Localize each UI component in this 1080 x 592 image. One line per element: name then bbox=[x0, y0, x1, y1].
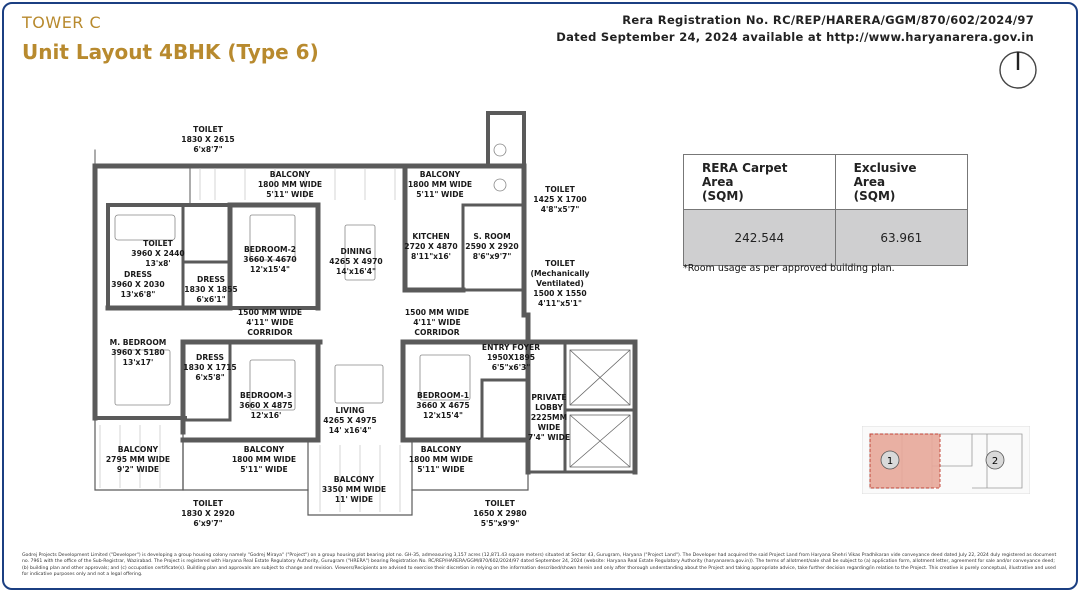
room-label-line: 13'x6'8" bbox=[120, 290, 156, 299]
room-label-line: 12'x15'4" bbox=[250, 265, 290, 274]
room-label-master-bedroom bbox=[110, 338, 167, 367]
room-label-line: 4'11" WIDE bbox=[246, 318, 294, 327]
key-plan bbox=[862, 426, 1030, 494]
area-table bbox=[683, 154, 968, 266]
room-label-toilet-right-top bbox=[533, 185, 586, 214]
room-label-line: 1500 MM WIDE bbox=[237, 308, 303, 317]
room-label-line: TOILET bbox=[545, 259, 575, 268]
room-label-line: BALCONY bbox=[117, 445, 159, 454]
exclusive-area-header: Exclusive Area (SQM) bbox=[835, 155, 967, 210]
legal-disclaimer: Godrej Projects Development Limited ("Developer") is developing a group housing colony namely "Godrej Miraya" ("Project") on a group housing plot bearing plot no. GH-35, admeasuring 3,157 acres (12,871.43 square meters) situated at Sector 43, Gurugram, Haryana ("Project Land"). The Developer had acquired the said Project Land from Haryana Shehri Vikas Pradhikaran vide conveyance deed dated July 22, 2024 duly registered as document no. 7961 with the office of the Sub-Registrar, Wazirabad. The Project is registered with Haryana Real Estate Regulatory Authority, Gurugram ("HRERA") bearing Registration No. RC/REP/HARERA/GGM/870/602/2024/97 dated September 24, 2024 (website: Haryana Real Estate Regulatory Authority (haryanarera.gov.in)). The terms of allotment/sale shall be subject to (a) application form, allotment letter, agreement for sale and/or conveyance deed; (b) building plan and other approvals; and (c) occupation certificate(s). Building plan and approvals are subject to change and revision. Viewers/Recipients are advised to exercise their discretion in relying on the information described/shown herein and only after thorough understanding about the Project and taking appropriate advice, take further decision regarding/in relation to the Project. This creative is purely conceptual, illustrative and used for indicative purposes only and not a legal offering. bbox=[22, 553, 1057, 578]
room-label-line: 9'2" WIDE bbox=[116, 465, 160, 474]
room-label-balcony-b3 bbox=[232, 445, 296, 474]
exclusive-area-value: 63.961 bbox=[835, 210, 967, 266]
room-label-line: 5'11" WIDE bbox=[417, 465, 465, 474]
room-label-living bbox=[323, 406, 376, 435]
room-label-line: 6'x5'8" bbox=[195, 373, 225, 382]
room-label-line: TOILET bbox=[193, 499, 223, 508]
room-label-line: CORRIDOR bbox=[247, 328, 293, 337]
room-label-line: 3660 X 4670 bbox=[243, 255, 297, 264]
room-label-dress-master bbox=[111, 270, 164, 299]
room-label-line: BALCONY bbox=[269, 170, 311, 179]
room-label-line: 1800 MM WIDE bbox=[408, 455, 474, 464]
room-label-line: 12'x16' bbox=[250, 411, 282, 420]
room-label-line: BEDROOM-2 bbox=[243, 245, 297, 254]
room-label-line: TOILET bbox=[143, 239, 173, 248]
room-label-line: BALCONY bbox=[243, 445, 285, 454]
room-label-line: BEDROOM-1 bbox=[416, 391, 470, 400]
room-label-bedroom2 bbox=[243, 245, 296, 274]
room-label-line: LOBBY bbox=[535, 403, 563, 412]
room-label-line: DRESS bbox=[197, 275, 225, 284]
room-label-line: 1830 X 2920 bbox=[181, 509, 235, 518]
room-label-line: DRESS bbox=[124, 270, 152, 279]
room-label-line: 4'8"x5'7" bbox=[540, 205, 580, 214]
room-label-line: BEDROOM-3 bbox=[239, 391, 293, 400]
room-label-line: 1500 MM WIDE bbox=[404, 308, 470, 317]
room-label-line: BALCONY bbox=[420, 445, 462, 454]
room-label-line: 3960 X 2440 bbox=[131, 249, 185, 258]
room-label-line: 1830 X 2615 bbox=[181, 135, 235, 144]
room-label-line: CORRIDOR bbox=[414, 328, 460, 337]
key-plan-highlight bbox=[870, 434, 940, 488]
room-label-line: 1800 MM WIDE bbox=[231, 455, 297, 464]
room-label-line: TOILET bbox=[485, 499, 515, 508]
carpet-area-header: RERA Carpet Area (SQM) bbox=[684, 155, 836, 210]
room-label-line: 2590 X 2920 bbox=[465, 242, 519, 251]
room-label-line: 6'x9'7" bbox=[193, 519, 223, 528]
room-label-bedroom3 bbox=[239, 391, 292, 420]
room-label-line: DRESS bbox=[196, 353, 224, 362]
page-title: Unit Layout 4BHK (Type 6) bbox=[22, 40, 319, 64]
rera-line-1: Rera Registration No. RC/REP/HARERA/GGM/870/602/2024/97 bbox=[622, 13, 1034, 27]
room-label-line: 2225MM bbox=[530, 413, 568, 422]
room-label-line: 7'4" WIDE bbox=[527, 433, 571, 442]
room-label-line: WIDE bbox=[537, 423, 561, 432]
key-plan-unit-2: 2 bbox=[991, 456, 999, 467]
room-label-kitchen bbox=[404, 232, 457, 261]
room-label-line: 13'x17' bbox=[122, 358, 154, 367]
room-label-line: 5'11" WIDE bbox=[240, 465, 288, 474]
room-label-line: 1830 X 1855 bbox=[184, 285, 238, 294]
tower-label: TOWER C bbox=[22, 13, 102, 32]
room-label-line: Ventilated) bbox=[536, 279, 584, 288]
room-label-line: S. ROOM bbox=[473, 232, 511, 241]
room-label-line: 6'x8'7" bbox=[193, 145, 223, 154]
room-label-toilet-master bbox=[131, 239, 184, 268]
room-label-line: 1830 X 1715 bbox=[183, 363, 237, 372]
room-label-balcony-top-left bbox=[258, 170, 322, 199]
room-label-line: 14' x16'4" bbox=[328, 426, 372, 435]
room-label-toilet-mech bbox=[531, 259, 590, 308]
room-label-line: LIVING bbox=[335, 406, 365, 415]
key-plan-unit-1: 1 bbox=[886, 456, 894, 467]
room-label-line: 4'11" WIDE bbox=[413, 318, 461, 327]
room-label-line: 4265 X 4975 bbox=[323, 416, 377, 425]
room-label-line: 1425 X 1700 bbox=[533, 195, 587, 204]
room-label-line: 2720 X 4870 bbox=[404, 242, 458, 251]
room-label-bedroom1 bbox=[416, 391, 469, 420]
room-label-balcony-b1 bbox=[409, 445, 473, 474]
room-label-balcony-top-right bbox=[408, 170, 472, 199]
room-label-entry-foyer bbox=[482, 343, 540, 372]
room-label-line: PRIVATE bbox=[531, 393, 567, 402]
room-label-line: 6'5"x6'3" bbox=[491, 363, 531, 372]
room-label-line: 4'11"x5'1" bbox=[538, 299, 582, 308]
room-label-line: TOILET bbox=[193, 125, 223, 134]
room-label-line: KITCHEN bbox=[412, 232, 450, 241]
room-label-line: DINING bbox=[340, 247, 372, 256]
room-label-line: M. BEDROOM bbox=[109, 338, 167, 347]
room-label-line: 5'11" WIDE bbox=[266, 190, 314, 199]
room-label-line: 1650 X 2980 bbox=[473, 509, 527, 518]
room-label-toilet-bottom-right bbox=[473, 499, 526, 528]
room-label-line: 5'5"x9'9" bbox=[480, 519, 520, 528]
room-label-line: BALCONY bbox=[419, 170, 461, 179]
usage-note: *Room usage as per approved building plan. bbox=[683, 263, 895, 274]
room-label-line: 14'x16'4" bbox=[336, 267, 376, 276]
room-label-line: 1800 MM WIDE bbox=[257, 180, 323, 189]
room-label-corridor-right bbox=[405, 308, 469, 337]
room-label-line: 5'11" WIDE bbox=[416, 190, 464, 199]
room-label-line: 4265 X 4970 bbox=[329, 257, 383, 266]
room-label-balcony-bl bbox=[106, 445, 170, 474]
room-label-line: 13'x8' bbox=[145, 259, 171, 268]
room-label-line: 1500 X 1550 bbox=[533, 289, 587, 298]
room-label-line: 8'6"x9'7" bbox=[472, 252, 512, 261]
room-label-line: 1800 MM WIDE bbox=[407, 180, 473, 189]
room-label-toilet-bottom-left bbox=[181, 499, 234, 528]
room-label-line: 3960 X 5180 bbox=[111, 348, 165, 357]
room-label-sroom bbox=[465, 232, 518, 261]
room-label-balcony-living bbox=[322, 475, 386, 504]
north-compass-icon bbox=[998, 50, 1038, 90]
room-label-line: TOILET bbox=[545, 185, 575, 194]
room-label-line: ENTRY FOYER bbox=[481, 343, 541, 352]
room-label-line: 12'x15'4" bbox=[423, 411, 463, 420]
room-label-private-lobby bbox=[528, 393, 570, 442]
room-label-line: 3960 X 2030 bbox=[111, 280, 165, 289]
carpet-area-value: 242.544 bbox=[684, 210, 836, 266]
room-label-line: 11' WIDE bbox=[334, 495, 374, 504]
room-label-line: 3660 X 4875 bbox=[239, 401, 293, 410]
room-label-line: (Mechanically bbox=[530, 269, 590, 278]
room-label-toilet-top bbox=[181, 125, 234, 154]
rera-line-2: Dated September 24, 2024 available at http://www.haryanarera.gov.in bbox=[556, 30, 1034, 44]
room-label-line: 3350 MM WIDE bbox=[321, 485, 387, 494]
room-label-line: 8'11"x16' bbox=[411, 252, 451, 261]
room-label-corridor-left bbox=[238, 308, 302, 337]
room-label-line: BALCONY bbox=[333, 475, 375, 484]
room-label-line: 6'x6'1" bbox=[196, 295, 226, 304]
room-label-line: 1950X1895 bbox=[486, 353, 536, 362]
room-label-line: 2795 MM WIDE bbox=[105, 455, 171, 464]
room-label-line: 3660 X 4675 bbox=[416, 401, 470, 410]
